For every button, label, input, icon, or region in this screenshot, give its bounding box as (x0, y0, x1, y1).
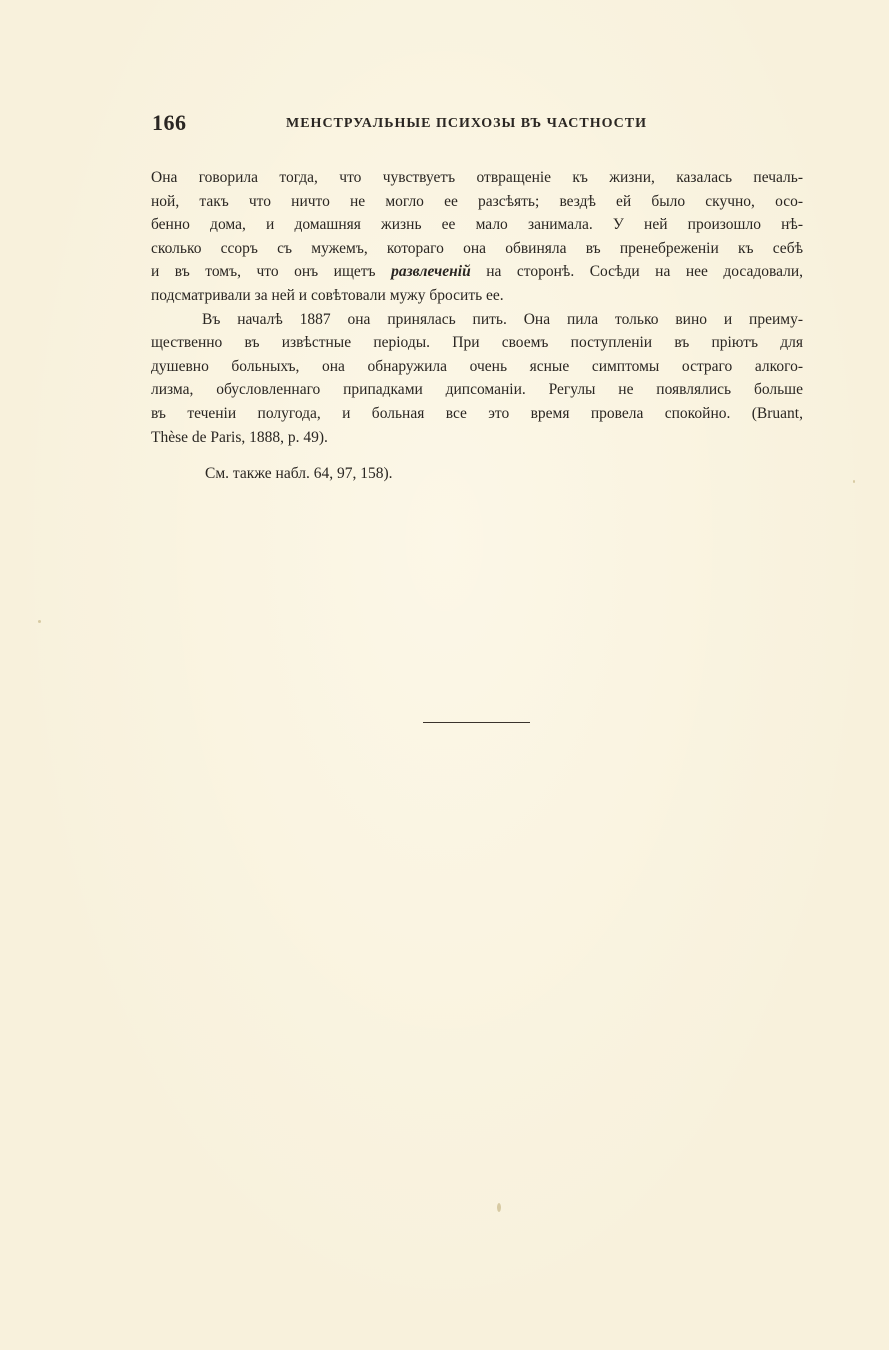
paper-speck (497, 1203, 501, 1212)
paper-speck (853, 480, 855, 483)
paper-speck (38, 620, 41, 623)
page-header (152, 110, 672, 140)
body-text (151, 166, 803, 449)
text-line: ной, такъ что ничто не могло ее разсѣять; вездѣ ей было скучно, осо- (151, 192, 803, 210)
text-line: Въ началѣ 1887 она принялась пить. Она пила только вино и преиму- (202, 310, 803, 328)
running-title: МЕНСТРУАЛЬНЫЕ ПСИХОЗЫ ВЪ ЧАСТНОСТИ (286, 116, 648, 131)
end-rule (423, 722, 530, 723)
text-line: душевно больныхъ, она обнаружила очень ясные симптомы остраго алкого- (151, 357, 803, 375)
text-fragment: на сторонѣ. Сосѣди на нее досадовали, (486, 263, 804, 281)
text-line: въ теченіи полугода, и больная все это время провела спокойно. (Bruant, (151, 404, 803, 422)
text-line (151, 260, 803, 284)
text-line: подсматривали за ней и совѣтовали мужу бросить ее. (151, 286, 504, 304)
page-number: 166 (152, 110, 187, 135)
text-line: бенно дома, и домашняя жизнь ее мало занимала. У ней произошло нѣ- (151, 216, 803, 234)
text-fragment: и въ томъ, что онъ ищетъ (151, 263, 376, 281)
text-line: лизма, обусловленнаго припадками дипсоманіи. Регулы не появлялись больше (151, 381, 803, 399)
text-line: Thèse de Paris, 1888, p. 49). (151, 428, 328, 446)
emphasized-word: развлеченій (391, 263, 471, 281)
text-line: сколько ссоръ съ мужемъ, котораго она обвиняла въ пренебреженіи къ себѣ (151, 239, 803, 257)
text-line: Она говорила тогда, что чувствуетъ отвращеніе къ жизни, казалась печаль- (151, 169, 803, 186)
see-also-note: См. также набл. 64, 97, 158). (205, 465, 393, 482)
text-line: щественно въ извѣстные періоды. При своемъ поступленіи въ пріютъ для (151, 334, 803, 352)
